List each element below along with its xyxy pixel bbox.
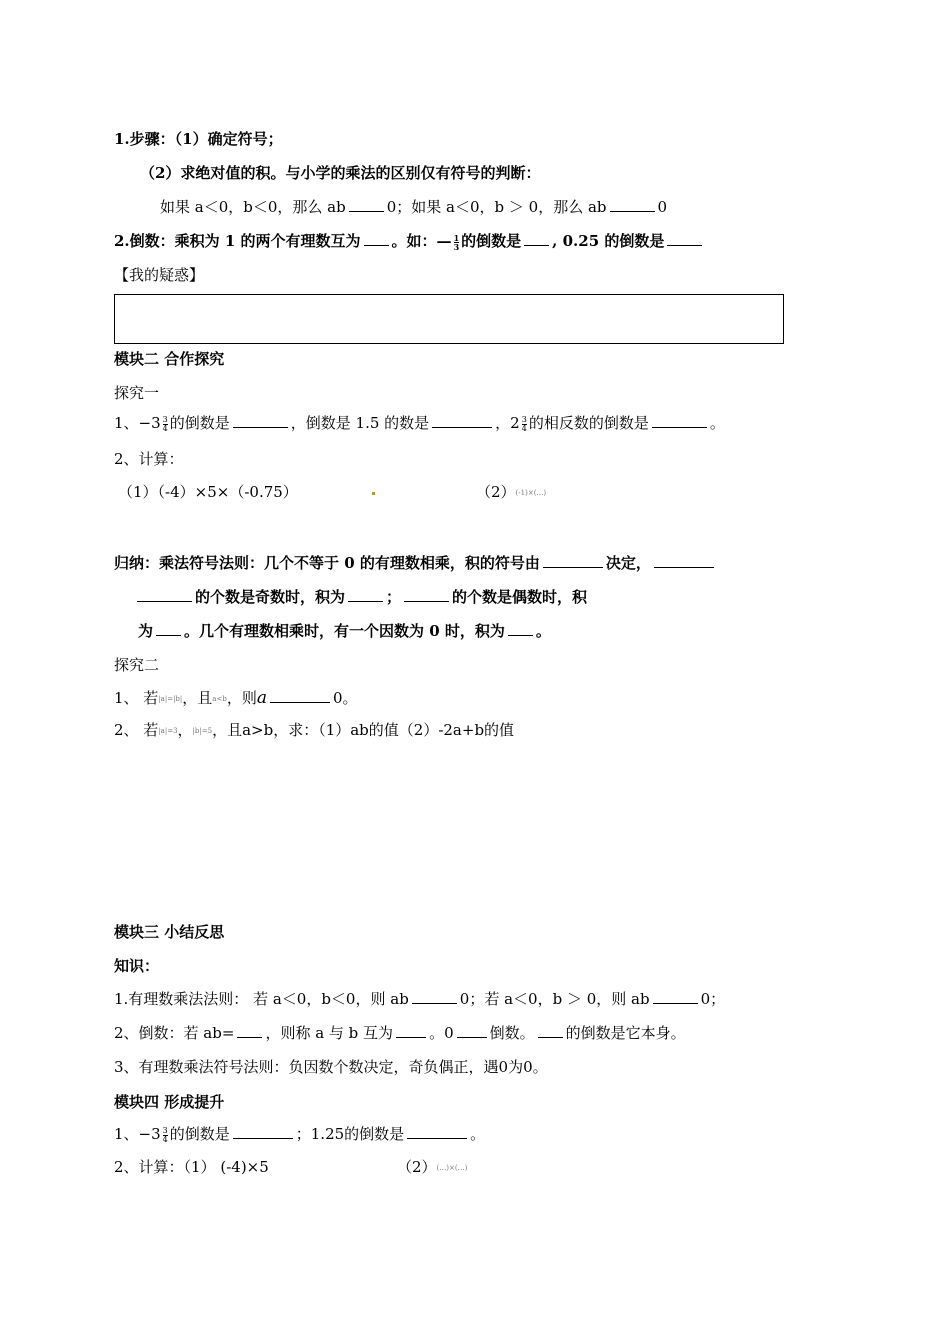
answer-blank[interactable] <box>412 989 457 1004</box>
fraction: $\frac{3}{4}$ <box>162 1125 168 1144</box>
answer-blank[interactable] <box>543 553 603 568</box>
summary-line-2: 的个数是奇数时，积为 ； 的个数是偶数时，积 <box>134 587 587 607</box>
step-two: （2）求绝对值的积。与小学的乘法的区别仅有符号的判断： <box>140 164 541 182</box>
answer-blank[interactable] <box>349 197 384 212</box>
fraction: $\frac{3}{4}$ <box>521 414 527 433</box>
explore-two-q2: 2、 若|a|=3，|b|=5，且a>b，求：（1）ab的值（2）-2a+b的值 <box>114 721 515 739</box>
answer-blank[interactable] <box>457 1023 487 1038</box>
answer-blank[interactable] <box>233 413 288 428</box>
knowledge-label: 知识： <box>114 957 160 975</box>
formula-image: |b|=5 <box>192 727 213 735</box>
calc-item-1: （1）（-4）×5×（-0.75） <box>118 483 298 501</box>
summary-line-3: 为 。几个有理数相乘时，有一个因数为 0 时，积为 。 <box>138 622 551 640</box>
summary-line-1: 归纳：乘法符号法则：几个不等于 0 的有理数相乘，积的符号由 决定， <box>114 553 717 573</box>
answer-blank[interactable] <box>396 1023 426 1038</box>
explore-one-q1: 1、−3 $\frac{3}{4}$ 的倒数是 ，倒数是 1.5 的数是 ，2 $\frac{3}{4}$ 的相反数的倒数是 。 <box>114 414 725 433</box>
answer-blank[interactable] <box>407 1124 467 1139</box>
formula-image: (-1)×(…) <box>515 489 547 497</box>
answer-blank[interactable] <box>538 1023 563 1038</box>
practice-q1: 1、−3 $\frac{3}{4}$ 的倒数是 ；1.25的倒数是 。 <box>114 1125 486 1144</box>
calc-item-2: （2）(-1)×(…) <box>476 483 547 501</box>
answer-blank[interactable] <box>652 413 707 428</box>
explore-one-title: 探究一 <box>114 384 160 402</box>
review-rule-3: 3、有理数乘法符号法则：负因数个数决定，奇负偶正，遇0为0。 <box>114 1058 548 1076</box>
answer-blank[interactable] <box>508 621 533 636</box>
dot-mark <box>372 482 375 502</box>
review-rule-2: 2、倒数：若 ab= ，则称 a 与 b 互为 。0 倒数。 的倒数是它本身。 <box>114 1024 686 1042</box>
answer-blank[interactable] <box>270 688 330 703</box>
answer-blank[interactable] <box>348 587 383 602</box>
formula-image: |a|=3 <box>158 727 178 735</box>
explore-two-q1: 1、 若|a|=|b|，且a<b，则a 0。 <box>114 688 358 708</box>
review-rule-1: 1.有理数乘法法则： 若 a＜0，b＜0，则 ab 0；若 a＜0，b ＞ 0，则 ab 0； <box>114 990 726 1008</box>
answer-blank[interactable] <box>156 621 181 636</box>
answer-blank[interactable] <box>404 587 449 602</box>
explore-one-q2: 2、计算： <box>114 450 184 468</box>
sign-rule-line: 如果 a＜0，b＜0，那么 ab 0；如果 a＜0，b ＞ 0，那么 ab 0 <box>160 198 668 216</box>
practice-q2: 2、计算：（1） (-4)×5 <box>114 1158 269 1176</box>
reciprocal-line: 2.倒数：乘积为 1 的两个有理数互为 。如：— $\frac{1}{3}$ 的倒数是 , 0.25 的倒数是 <box>114 231 705 251</box>
answer-blank[interactable] <box>432 413 492 428</box>
doubt-title: 【我的疑惑】 <box>114 266 205 284</box>
fraction: $\frac{3}{4}$ <box>162 414 168 433</box>
answer-blank[interactable] <box>667 231 702 246</box>
answer-blank[interactable] <box>364 231 389 246</box>
answer-blank[interactable] <box>237 1023 262 1038</box>
formula-image: |a|=|b| <box>158 695 183 703</box>
formula-image: a<b <box>212 695 227 703</box>
answer-blank[interactable] <box>233 1124 293 1139</box>
module-three-title: 模块三 小结反思 <box>114 923 225 941</box>
fraction: $\frac{1}{3}$ <box>453 232 460 252</box>
answer-blank[interactable] <box>137 587 192 602</box>
answer-blank[interactable] <box>524 231 549 246</box>
answer-blank[interactable] <box>653 989 698 1004</box>
doubt-box[interactable] <box>114 294 784 344</box>
answer-blank[interactable] <box>610 197 655 212</box>
answer-blank[interactable] <box>654 553 714 568</box>
variable-a: a <box>256 688 267 708</box>
formula-image: (…)×(…) <box>436 1164 468 1172</box>
step-heading: 1.步骤：（1）确定符号； <box>114 130 283 148</box>
practice-q2-item-2: （2）(…)×(…) <box>397 1158 468 1176</box>
module-four-title: 模块四 形成提升 <box>114 1093 225 1111</box>
explore-two-title: 探究二 <box>114 656 160 674</box>
module-two-title: 模块二 合作探究 <box>114 350 225 368</box>
